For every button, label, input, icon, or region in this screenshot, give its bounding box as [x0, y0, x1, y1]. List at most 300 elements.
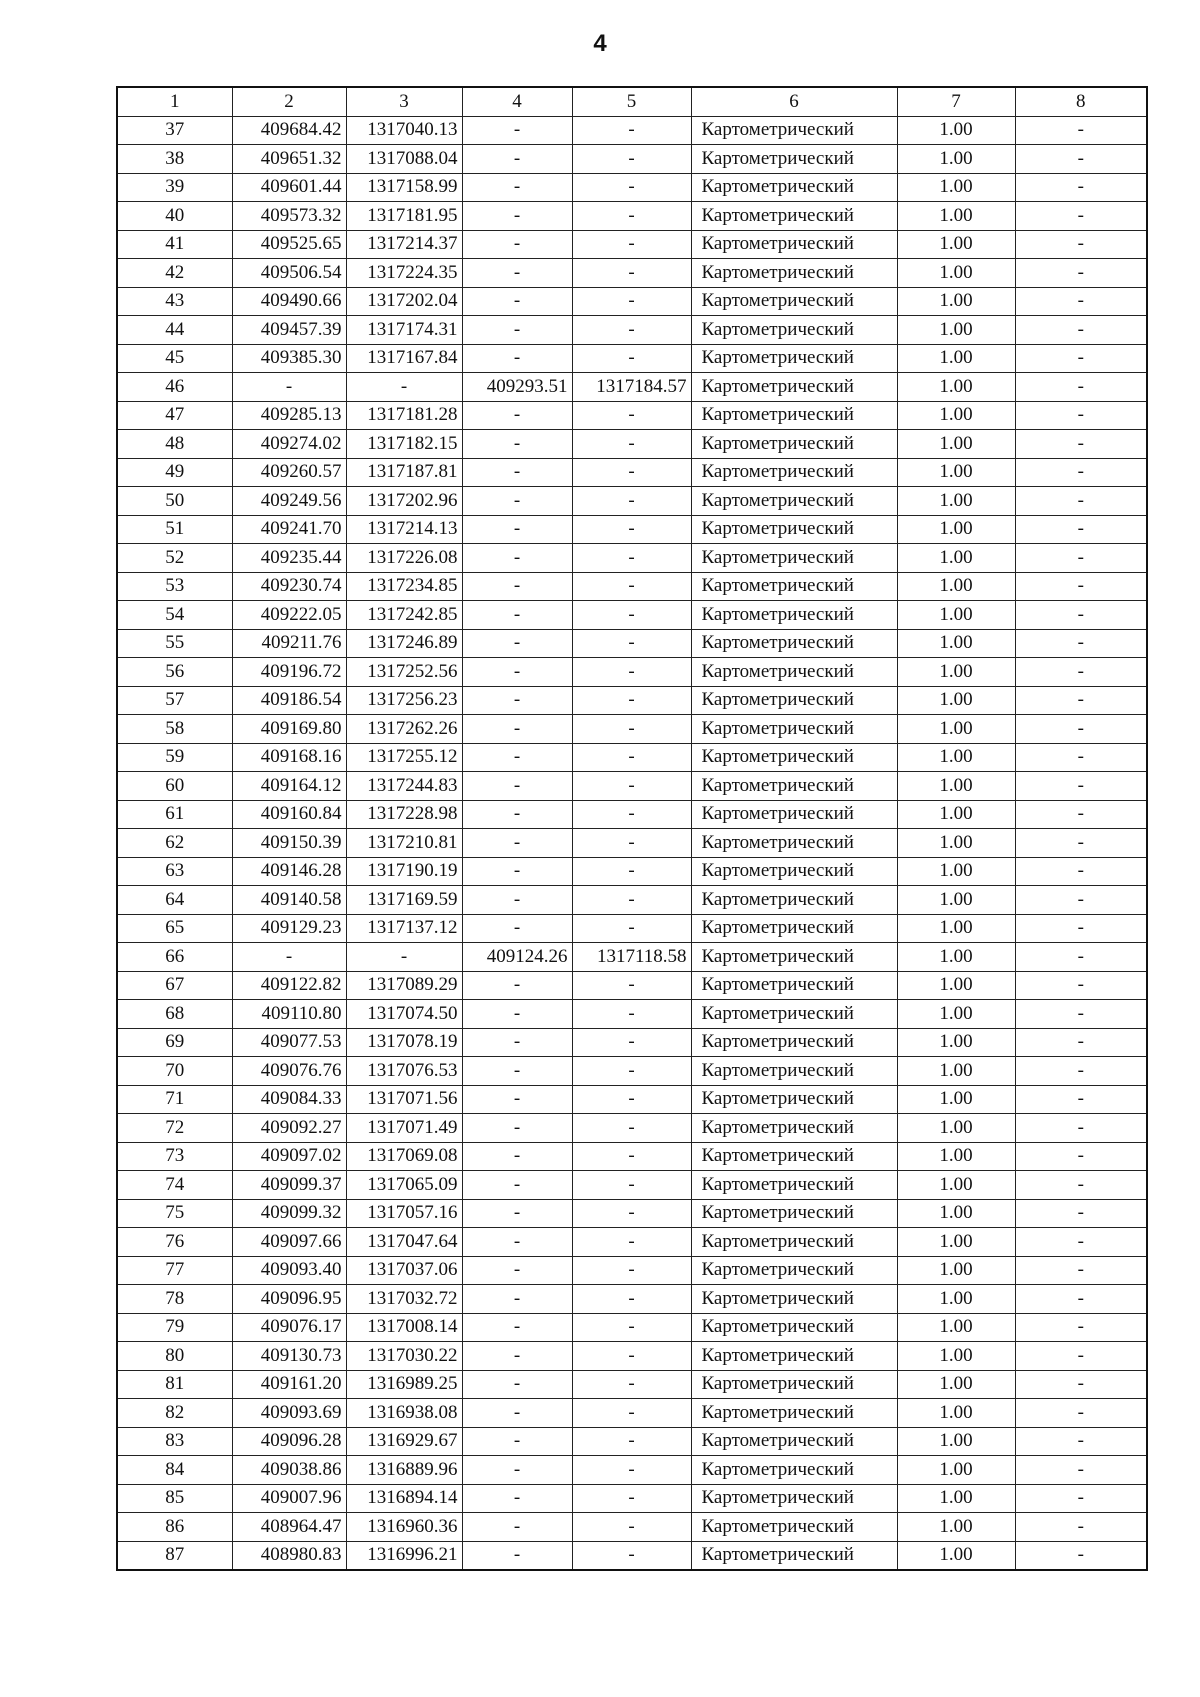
point-number-cell: 69	[117, 1028, 232, 1057]
accuracy-cell: 1.00	[897, 287, 1015, 316]
y-alt-cell: -	[572, 1399, 691, 1428]
point-number-cell: 80	[117, 1342, 232, 1371]
table-row	[117, 914, 1147, 943]
method-cell: Картометрический	[691, 829, 897, 858]
y-cell: 1317169.59	[346, 886, 462, 915]
y-alt-cell: -	[572, 1541, 691, 1570]
point-number-cell: 67	[117, 971, 232, 1000]
column-header: 8	[1015, 87, 1147, 116]
point-number-cell: 70	[117, 1057, 232, 1086]
method-cell: Картометрический	[691, 1427, 897, 1456]
table-row	[117, 287, 1147, 316]
method-cell: Картометрический	[691, 202, 897, 231]
accuracy-cell: 1.00	[897, 259, 1015, 288]
x-cell: 409196.72	[232, 658, 346, 687]
x-alt-cell: -	[462, 287, 572, 316]
x-cell: 409169.80	[232, 715, 346, 744]
x-cell: 409525.65	[232, 230, 346, 259]
accuracy-cell: 1.00	[897, 1427, 1015, 1456]
point-number-cell: 62	[117, 829, 232, 858]
accuracy-cell: 1.00	[897, 1085, 1015, 1114]
x-alt-cell: -	[462, 1541, 572, 1570]
accuracy-cell: 1.00	[897, 116, 1015, 145]
method-cell: Картометрический	[691, 287, 897, 316]
point-number-cell: 59	[117, 743, 232, 772]
accuracy-cell: 1.00	[897, 914, 1015, 943]
y-cell: 1316929.67	[346, 1427, 462, 1456]
x-alt-cell: -	[462, 1370, 572, 1399]
y-alt-cell: -	[572, 202, 691, 231]
y-alt-cell: -	[572, 259, 691, 288]
accuracy-cell: 1.00	[897, 1000, 1015, 1029]
accuracy-cell: 1.00	[897, 458, 1015, 487]
accuracy-cell: 1.00	[897, 1171, 1015, 1200]
x-cell: 409096.95	[232, 1285, 346, 1314]
method-cell: Картометрический	[691, 1313, 897, 1342]
method-cell: Картометрический	[691, 601, 897, 630]
x-alt-cell: 409293.51	[462, 373, 572, 402]
point-number-cell: 73	[117, 1142, 232, 1171]
accuracy-cell: 1.00	[897, 430, 1015, 459]
accuracy-cell: 1.00	[897, 857, 1015, 886]
y-cell: 1317174.31	[346, 316, 462, 345]
table-row	[117, 1370, 1147, 1399]
table-row	[117, 572, 1147, 601]
y-cell: 1317210.81	[346, 829, 462, 858]
y-alt-cell: -	[572, 401, 691, 430]
x-cell: 409150.39	[232, 829, 346, 858]
point-number-cell: 45	[117, 344, 232, 373]
x-alt-cell: -	[462, 1142, 572, 1171]
accuracy-cell: 1.00	[897, 401, 1015, 430]
accuracy-cell: 1.00	[897, 1285, 1015, 1314]
x-cell: 409230.74	[232, 572, 346, 601]
accuracy-cell: 1.00	[897, 1541, 1015, 1570]
note-cell: -	[1015, 629, 1147, 658]
y-cell: 1317137.12	[346, 914, 462, 943]
y-alt-cell: -	[572, 1484, 691, 1513]
note-cell: -	[1015, 316, 1147, 345]
y-cell: 1317246.89	[346, 629, 462, 658]
y-cell: 1317069.08	[346, 1142, 462, 1171]
x-cell: 409093.40	[232, 1256, 346, 1285]
note-cell: -	[1015, 1028, 1147, 1057]
note-cell: -	[1015, 1427, 1147, 1456]
method-cell: Картометрический	[691, 1399, 897, 1428]
point-number-cell: 51	[117, 515, 232, 544]
y-alt-cell: -	[572, 116, 691, 145]
method-cell: Картометрический	[691, 230, 897, 259]
y-cell: 1317256.23	[346, 686, 462, 715]
note-cell: -	[1015, 1484, 1147, 1513]
note-cell: -	[1015, 686, 1147, 715]
point-number-cell: 77	[117, 1256, 232, 1285]
table-row	[117, 1484, 1147, 1513]
x-cell: 409077.53	[232, 1028, 346, 1057]
table-row	[117, 800, 1147, 829]
column-header: 7	[897, 87, 1015, 116]
note-cell: -	[1015, 1399, 1147, 1428]
note-cell: -	[1015, 715, 1147, 744]
x-alt-cell: -	[462, 1228, 572, 1257]
table-row	[117, 173, 1147, 202]
point-number-cell: 49	[117, 458, 232, 487]
table-row	[117, 1541, 1147, 1570]
y-cell: 1317255.12	[346, 743, 462, 772]
point-number-cell: 76	[117, 1228, 232, 1257]
y-alt-cell: -	[572, 1171, 691, 1200]
y-cell: 1316938.08	[346, 1399, 462, 1428]
note-cell: -	[1015, 1199, 1147, 1228]
point-number-cell: 44	[117, 316, 232, 345]
note-cell: -	[1015, 1228, 1147, 1257]
x-alt-cell: -	[462, 202, 572, 231]
point-number-cell: 68	[117, 1000, 232, 1029]
x-alt-cell: -	[462, 1342, 572, 1371]
y-alt-cell: -	[572, 686, 691, 715]
x-alt-cell: -	[462, 686, 572, 715]
x-alt-cell: -	[462, 1484, 572, 1513]
method-cell: Картометрический	[691, 1342, 897, 1371]
y-alt-cell: -	[572, 1456, 691, 1485]
note-cell: -	[1015, 886, 1147, 915]
x-alt-cell: -	[462, 829, 572, 858]
point-number-cell: 78	[117, 1285, 232, 1314]
accuracy-cell: 1.00	[897, 145, 1015, 174]
x-cell: 409076.76	[232, 1057, 346, 1086]
y-alt-cell: -	[572, 458, 691, 487]
y-cell: 1317226.08	[346, 544, 462, 573]
x-alt-cell: -	[462, 116, 572, 145]
accuracy-cell: 1.00	[897, 886, 1015, 915]
note-cell: -	[1015, 401, 1147, 430]
y-alt-cell: -	[572, 601, 691, 630]
table-row	[117, 1456, 1147, 1485]
x-alt-cell: -	[462, 316, 572, 345]
y-cell: 1317076.53	[346, 1057, 462, 1086]
y-cell: 1317181.28	[346, 401, 462, 430]
note-cell: -	[1015, 1142, 1147, 1171]
x-alt-cell: -	[462, 971, 572, 1000]
x-alt-cell: -	[462, 1427, 572, 1456]
x-cell: 409211.76	[232, 629, 346, 658]
y-alt-cell: -	[572, 1342, 691, 1371]
method-cell: Картометрический	[691, 1370, 897, 1399]
y-cell: 1317040.13	[346, 116, 462, 145]
point-number-cell: 57	[117, 686, 232, 715]
y-alt-cell: -	[572, 715, 691, 744]
note-cell: -	[1015, 259, 1147, 288]
x-alt-cell: -	[462, 886, 572, 915]
point-number-cell: 56	[117, 658, 232, 687]
accuracy-cell: 1.00	[897, 1142, 1015, 1171]
x-alt-cell: 409124.26	[462, 943, 572, 972]
y-cell: 1317078.19	[346, 1028, 462, 1057]
accuracy-cell: 1.00	[897, 316, 1015, 345]
x-alt-cell: -	[462, 857, 572, 886]
note-cell: -	[1015, 1541, 1147, 1570]
note-cell: -	[1015, 116, 1147, 145]
x-cell: 409168.16	[232, 743, 346, 772]
method-cell: Картометрический	[691, 544, 897, 573]
accuracy-cell: 1.00	[897, 800, 1015, 829]
point-number-cell: 60	[117, 772, 232, 801]
table-row	[117, 316, 1147, 345]
point-number-cell: 71	[117, 1085, 232, 1114]
y-alt-cell: 1317184.57	[572, 373, 691, 402]
accuracy-cell: 1.00	[897, 373, 1015, 402]
table-row	[117, 658, 1147, 687]
y-alt-cell: -	[572, 1513, 691, 1542]
x-alt-cell: -	[462, 715, 572, 744]
column-header: 4	[462, 87, 572, 116]
note-cell: -	[1015, 658, 1147, 687]
point-number-cell: 74	[117, 1171, 232, 1200]
table-row	[117, 373, 1147, 402]
method-cell: Картометрический	[691, 401, 897, 430]
method-cell: Картометрический	[691, 344, 897, 373]
y-cell: 1317190.19	[346, 857, 462, 886]
note-cell: -	[1015, 344, 1147, 373]
y-alt-cell: -	[572, 430, 691, 459]
x-cell: 409140.58	[232, 886, 346, 915]
x-cell: 409122.82	[232, 971, 346, 1000]
accuracy-cell: 1.00	[897, 1199, 1015, 1228]
note-cell: -	[1015, 1285, 1147, 1314]
method-cell: Картометрический	[691, 316, 897, 345]
method-cell: Картометрический	[691, 857, 897, 886]
method-cell: Картометрический	[691, 1028, 897, 1057]
accuracy-cell: 1.00	[897, 1342, 1015, 1371]
table-row	[117, 1199, 1147, 1228]
method-cell: Картометрический	[691, 430, 897, 459]
point-number-cell: 54	[117, 601, 232, 630]
point-number-cell: 53	[117, 572, 232, 601]
point-number-cell: 72	[117, 1114, 232, 1143]
x-alt-cell: -	[462, 487, 572, 516]
column-header: 5	[572, 87, 691, 116]
x-alt-cell: -	[462, 458, 572, 487]
table-row	[117, 116, 1147, 145]
x-alt-cell: -	[462, 743, 572, 772]
table-row	[117, 943, 1147, 972]
accuracy-cell: 1.00	[897, 1399, 1015, 1428]
y-cell: -	[346, 373, 462, 402]
method-cell: Картометрический	[691, 572, 897, 601]
y-alt-cell: -	[572, 1199, 691, 1228]
x-alt-cell: -	[462, 173, 572, 202]
point-number-cell: 40	[117, 202, 232, 231]
note-cell: -	[1015, 1313, 1147, 1342]
method-cell: Картометрический	[691, 886, 897, 915]
x-cell: 409161.20	[232, 1370, 346, 1399]
accuracy-cell: 1.00	[897, 1114, 1015, 1143]
x-cell: 409130.73	[232, 1342, 346, 1371]
point-number-cell: 48	[117, 430, 232, 459]
accuracy-cell: 1.00	[897, 1057, 1015, 1086]
point-number-cell: 38	[117, 145, 232, 174]
x-cell: 409222.05	[232, 601, 346, 630]
x-alt-cell: -	[462, 1199, 572, 1228]
point-number-cell: 58	[117, 715, 232, 744]
x-cell: 409249.56	[232, 487, 346, 516]
x-cell: 409097.66	[232, 1228, 346, 1257]
y-alt-cell: -	[572, 316, 691, 345]
accuracy-cell: 1.00	[897, 629, 1015, 658]
point-number-cell: 63	[117, 857, 232, 886]
y-cell: 1317244.83	[346, 772, 462, 801]
y-cell: 1317262.26	[346, 715, 462, 744]
point-number-cell: 43	[117, 287, 232, 316]
method-cell: Картометрический	[691, 458, 897, 487]
x-cell: 408980.83	[232, 1541, 346, 1570]
method-cell: Картометрический	[691, 1142, 897, 1171]
accuracy-cell: 1.00	[897, 202, 1015, 231]
accuracy-cell: 1.00	[897, 230, 1015, 259]
accuracy-cell: 1.00	[897, 173, 1015, 202]
y-cell: 1316889.96	[346, 1456, 462, 1485]
table-row	[117, 1399, 1147, 1428]
coordinates-table	[116, 86, 1148, 1571]
note-cell: -	[1015, 914, 1147, 943]
y-cell: 1316894.14	[346, 1484, 462, 1513]
table-row	[117, 145, 1147, 174]
method-cell: Картометрический	[691, 1484, 897, 1513]
y-cell: 1317228.98	[346, 800, 462, 829]
y-cell: 1317065.09	[346, 1171, 462, 1200]
method-cell: Картометрический	[691, 772, 897, 801]
method-cell: Картометрический	[691, 1541, 897, 1570]
table-row	[117, 1342, 1147, 1371]
note-cell: -	[1015, 1000, 1147, 1029]
point-number-cell: 81	[117, 1370, 232, 1399]
point-number-cell: 46	[117, 373, 232, 402]
table-header-row	[117, 87, 1147, 116]
x-cell: 409007.96	[232, 1484, 346, 1513]
accuracy-cell: 1.00	[897, 1513, 1015, 1542]
y-alt-cell: -	[572, 1370, 691, 1399]
table-row	[117, 1285, 1147, 1314]
table-row	[117, 401, 1147, 430]
x-cell: 409506.54	[232, 259, 346, 288]
x-alt-cell: -	[462, 1171, 572, 1200]
note-cell: -	[1015, 515, 1147, 544]
y-alt-cell: -	[572, 772, 691, 801]
x-cell: 409651.32	[232, 145, 346, 174]
accuracy-cell: 1.00	[897, 829, 1015, 858]
note-cell: -	[1015, 772, 1147, 801]
y-cell: 1317167.84	[346, 344, 462, 373]
x-alt-cell: -	[462, 658, 572, 687]
y-alt-cell: -	[572, 1142, 691, 1171]
table-row	[117, 629, 1147, 658]
y-alt-cell: -	[572, 344, 691, 373]
x-alt-cell: -	[462, 1114, 572, 1143]
x-alt-cell: -	[462, 430, 572, 459]
accuracy-cell: 1.00	[897, 601, 1015, 630]
table-row	[117, 458, 1147, 487]
table-row	[117, 1085, 1147, 1114]
accuracy-cell: 1.00	[897, 658, 1015, 687]
y-cell: 1317242.85	[346, 601, 462, 630]
table-row	[117, 430, 1147, 459]
note-cell: -	[1015, 857, 1147, 886]
x-alt-cell: -	[462, 401, 572, 430]
y-cell: -	[346, 943, 462, 972]
y-alt-cell: -	[572, 173, 691, 202]
note-cell: -	[1015, 1057, 1147, 1086]
note-cell: -	[1015, 145, 1147, 174]
y-cell: 1317089.29	[346, 971, 462, 1000]
table-row	[117, 1228, 1147, 1257]
y-cell: 1317032.72	[346, 1285, 462, 1314]
y-alt-cell: -	[572, 829, 691, 858]
accuracy-cell: 1.00	[897, 1256, 1015, 1285]
accuracy-cell: 1.00	[897, 487, 1015, 516]
x-alt-cell: -	[462, 1256, 572, 1285]
method-cell: Картометрический	[691, 1000, 897, 1029]
x-alt-cell: -	[462, 1456, 572, 1485]
y-alt-cell: -	[572, 544, 691, 573]
y-alt-cell: -	[572, 572, 691, 601]
method-cell: Картометрический	[691, 1171, 897, 1200]
x-cell: 409096.28	[232, 1427, 346, 1456]
x-alt-cell: -	[462, 344, 572, 373]
x-alt-cell: -	[462, 1085, 572, 1114]
column-header: 2	[232, 87, 346, 116]
table-row	[117, 544, 1147, 573]
column-header: 6	[691, 87, 897, 116]
note-cell: -	[1015, 173, 1147, 202]
y-cell: 1317252.56	[346, 658, 462, 687]
method-cell: Картометрический	[691, 743, 897, 772]
y-cell: 1317071.56	[346, 1085, 462, 1114]
column-header: 1	[117, 87, 232, 116]
x-cell: 409129.23	[232, 914, 346, 943]
accuracy-cell: 1.00	[897, 1028, 1015, 1057]
y-cell: 1317030.22	[346, 1342, 462, 1371]
note-cell: -	[1015, 1456, 1147, 1485]
accuracy-cell: 1.00	[897, 572, 1015, 601]
accuracy-cell: 1.00	[897, 344, 1015, 373]
y-alt-cell: -	[572, 1228, 691, 1257]
point-number-cell: 55	[117, 629, 232, 658]
x-cell: -	[232, 373, 346, 402]
y-alt-cell: -	[572, 1028, 691, 1057]
x-alt-cell: -	[462, 1028, 572, 1057]
point-number-cell: 83	[117, 1427, 232, 1456]
x-alt-cell: -	[462, 772, 572, 801]
accuracy-cell: 1.00	[897, 1370, 1015, 1399]
y-alt-cell: -	[572, 914, 691, 943]
note-cell: -	[1015, 287, 1147, 316]
point-number-cell: 84	[117, 1456, 232, 1485]
note-cell: -	[1015, 601, 1147, 630]
accuracy-cell: 1.00	[897, 1456, 1015, 1485]
note-cell: -	[1015, 487, 1147, 516]
point-number-cell: 85	[117, 1484, 232, 1513]
y-alt-cell: -	[572, 886, 691, 915]
y-alt-cell: -	[572, 971, 691, 1000]
note-cell: -	[1015, 829, 1147, 858]
method-cell: Картометрический	[691, 686, 897, 715]
method-cell: Картометрический	[691, 1114, 897, 1143]
y-alt-cell: -	[572, 1000, 691, 1029]
y-cell: 1316989.25	[346, 1370, 462, 1399]
note-cell: -	[1015, 1256, 1147, 1285]
table-body	[117, 116, 1147, 1570]
note-cell: -	[1015, 1370, 1147, 1399]
